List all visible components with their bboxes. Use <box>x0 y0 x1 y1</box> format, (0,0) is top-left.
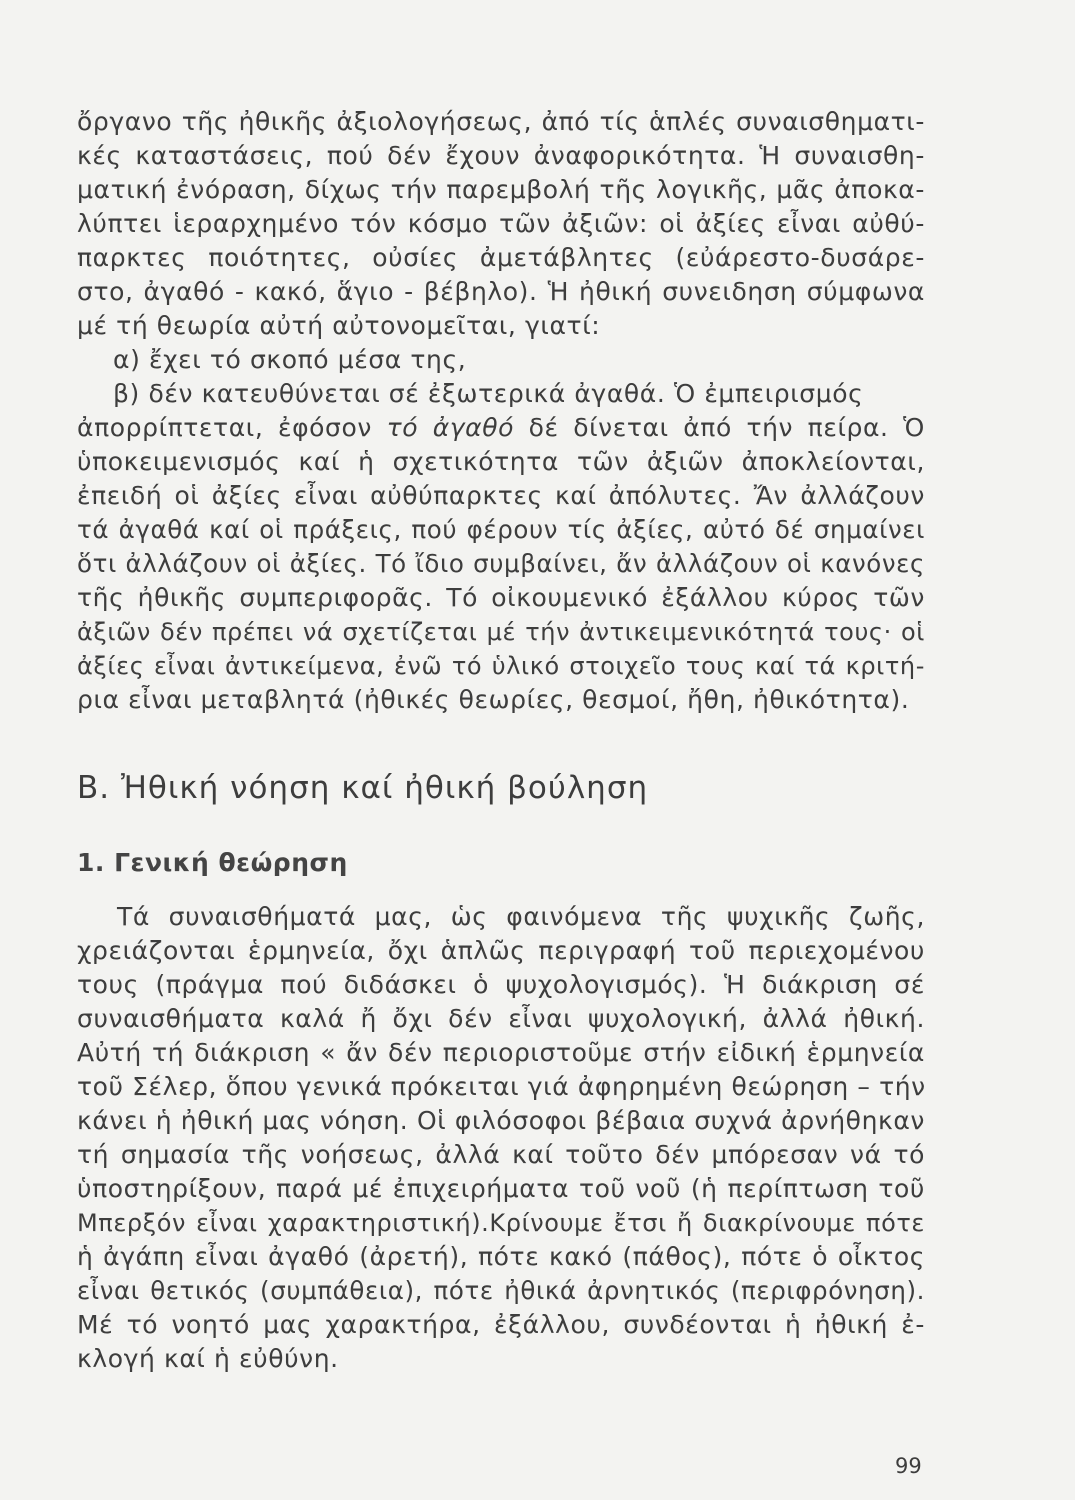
subsection-heading: 1. Γενική θεώρηση <box>77 848 348 877</box>
page-number: 99 <box>895 1454 922 1478</box>
bottom-paragraph <box>77 900 925 1376</box>
text-line: παρκτες ποιότητες, οὐσίες ἀμετάβλητες (εὐάρεστο-δυσάρε- <box>77 243 925 272</box>
top-paragraph <box>77 105 925 717</box>
text-line: ἡ ἀγάπη εἶναι ἀγαθό (ἀρετή), πότε κακό (πάθος), πότε ὁ οἶκτος <box>77 1242 925 1271</box>
text-line: Τά συναισθήματά μας, ὡς φαινόμενα τῆς ψυχικῆς ζωῆς, <box>117 902 925 931</box>
text-line: ἀξίες εἶναι ἀντικείμενα, ἐνῶ τό ὑλικό στοιχεῖο τους καί τά κριτή- <box>77 652 925 680</box>
text-line: τοῦ Σέλερ, ὅπου γενικά πρόκειται γιά ἀφηρημένη θεώρηση – τήν <box>77 1072 926 1101</box>
text-line: ἀξιῶν δέν πρέπει νά σχετίζεται μέ τήν ἀντικειμενικότητά τους· οἱ <box>77 618 925 646</box>
italic-phrase: τό ἀγαθό <box>386 413 515 442</box>
text-line: ὑποστηρίξουν, παρά μέ ἐπιχειρήματα τοῦ νοῦ (ἡ περίπτωση τοῦ <box>77 1174 925 1203</box>
text-line: ἐπειδή οἱ ἀξίες εἶναι αὐθύπαρκτες καί ἀπόλυτες. Ἄν ἀλλάζουν <box>77 481 925 510</box>
list-item-b: β) δέν κατευθύνεται σέ ἐξωτερικά ἀγαθά. Ὁ ἐμπειρισμός <box>113 379 864 408</box>
text-line: ὅτι ἀλλάζουν οἱ ἀξίες. Τό ἴδιο συμβαίνει, ἄν ἀλλάζουν οἱ κανόνες <box>77 549 925 578</box>
text-line: ρια εἶναι μεταβλητά (ἠθικές θεωρίες, θεσμοί, ἤθη, ἠθικότητα). <box>77 685 910 714</box>
text-line: εἶναι θετικός (συμπάθεια), πότε ἠθικά ἀρνητικός (περιφρόνηση). <box>77 1276 925 1305</box>
text-line: λύπτει ἱεραρχημένο τόν κόσμο τῶν ἀξιῶν: οἱ ἀξίες εἶναι αὐθύ- <box>77 209 925 238</box>
text-line: ὄργανο τῆς ἠθικῆς ἀξιολογήσεως, ἀπό τίς ἁπλές συναισθηματι- <box>77 107 925 136</box>
text-line: Μέ τό νοητό μας χαρακτήρα, ἐξάλλου, συνδέονται ἡ ἠθική ἐ- <box>77 1310 925 1339</box>
text-line: ὑποκειμενισμός καί ἡ σχετικότητα τῶν ἀξιῶν ἀποκλείονται, <box>77 447 925 476</box>
text-line: τους (πράγμα πού διδάσκει ὁ ψυχολογισμός). Ἡ διάκριση σέ <box>77 970 925 999</box>
section-heading: Β. Ἠθική νόηση καί ἠθική βούληση <box>77 770 649 806</box>
text-line: Μπερξόν εἶναι χαρακτηριστική).Κρίνουμε ἔτσι ἤ διακρίνουμε πότε <box>77 1209 925 1237</box>
text-line: κλογή καί ἡ εὐθύνη. <box>77 1344 339 1373</box>
text-line: κές καταστάσεις, πού δέν ἔχουν ἀναφορικότητα. Ἡ συναισθη- <box>77 141 925 170</box>
text-line: στο, ἀγαθό - κακό, ἅγιο - βέβηλο). Ἡ ἠθική συνειδηση σύμφωνα <box>77 277 925 306</box>
text-line: τά ἀγαθά καί οἱ πράξεις, πού φέρουν τίς ἀξίες, αὐτό δέ σημαίνει <box>77 515 925 544</box>
text-span: δέ δίνεται ἀπό τήν πείρα. Ὁ <box>514 413 925 442</box>
text-line: τῆς ἠθικῆς συμπεριφορᾶς. Τό οἰκουμενικό ἐξάλλου κύρος τῶν <box>77 583 925 612</box>
text-line: μέ τή θεωρία αὐτή αὐτονομεῖται, γιατί: <box>77 311 601 340</box>
text-line: χρειάζονται ἑρμηνεία, ὄχι ἁπλῶς περιγραφή τοῦ περιεχομένου <box>77 936 925 965</box>
text-span: ἀπορρίπτεται, ἐφόσον <box>77 413 387 442</box>
text-line: Αὐτή τή διάκριση « ἄν δέν περιοριστοῦμε στήν εἰδική ἑρμηνεία <box>77 1038 925 1067</box>
text-line: κάνει ἡ ἠθική μας νόηση. Οἱ φιλόσοφοι βέβαια συχνά ἀρνήθηκαν <box>77 1106 925 1135</box>
text-line: τή σημασία τῆς νοήσεως, ἀλλά καί τοῦτο δέν μπόρεσαν νά τό <box>77 1140 925 1169</box>
text-line: συναισθήματα καλά ἤ ὄχι δέν εἶναι ψυχολογική, ἀλλά ἠθική. <box>77 1004 925 1033</box>
list-item-a: α) ἔχει τό σκοπό μέσα της, <box>113 345 467 374</box>
text-line <box>77 411 925 445</box>
text-line: ματική ἐνόραση, δίχως τήν παρεμβολή τῆς λογικῆς, μᾶς ἀποκα- <box>77 175 925 204</box>
